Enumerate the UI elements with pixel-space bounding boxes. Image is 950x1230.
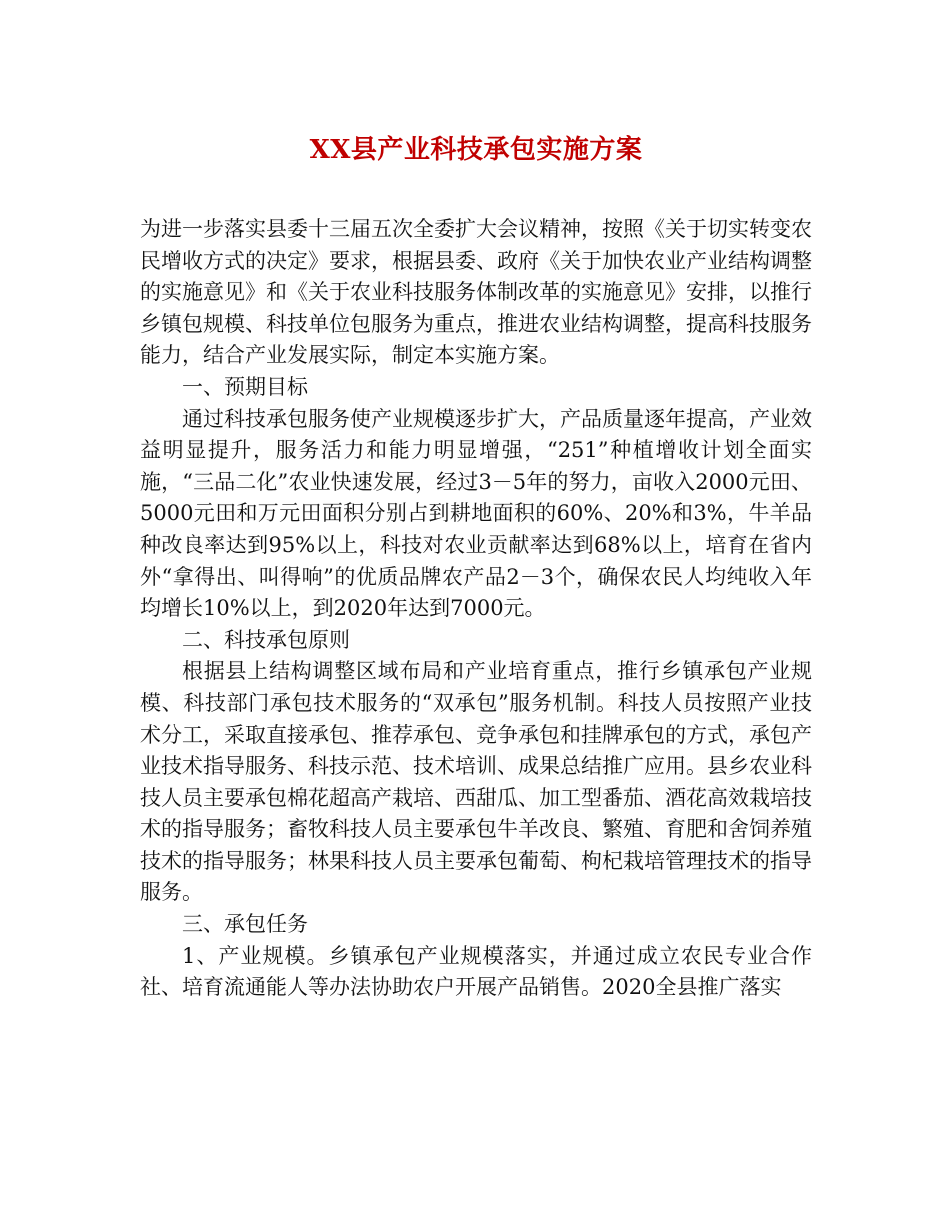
section-body-goals: 通过科技承包服务使产业规模逐步扩大，产品质量逐年提高，产业效益明显提升，服务活力和能力明显增强，“251”种植增收计划全面实施，“三品二化”农业快速发展，经过3－5年的努力，亩收入2000元田、5000元田和万元田面积分别占到耕地面积的60%、20%和3%，牛羊品种改良率达到95%以上，科技对农业贡献率达到68%以上，培育在省内外“拿得出、叫得响”的优质品牌农产品2－3个，确保农民人均纯收入年均增长10%以上，到2020年达到7000元。 <box>140 406 812 621</box>
section-body-tasks: 1、产业规模。乡镇承包产业规模落实，并通过成立农民专业合作社、培育流通能人等办法协助农户开展产品销售。2020全县推广落实 <box>140 943 812 1000</box>
document-title: XX县产业科技承包实施方案 <box>309 135 643 165</box>
document-page <box>140 128 812 1004</box>
section-body-principles: 根据县上结构调整区域布局和产业培育重点，推行乡镇承包产业规模、科技部门承包技术服务的“双承包”服务机制。科技人员按照产业技术分工，采取直接承包、推荐承包、竞争承包和挂牌承包的方式，承包产业技术指导服务、科技示范、技术培训、成果总结推广应用。县乡农业科技人员主要承包棉花超高产栽培、西甜瓜、加工型番茄、酒花高效栽培技术的指导服务；畜牧科技人员主要承包牛羊改良、繁殖、育肥和舍饲养殖技术的指导服务；林果科技人员主要承包葡萄、枸杞栽培管理技术的指导服务。 <box>140 659 812 905</box>
section-heading-goals: 一、预期目标 <box>182 374 308 399</box>
section-heading-tasks: 三、承包任务 <box>182 912 308 937</box>
section-heading-principles: 二、科技承包原则 <box>182 627 350 652</box>
intro-paragraph: 为进一步落实县委十三届五次全委扩大会议精神，按照《关于切实转变农民增收方式的决定》要求，根据县委、政府《关于加快农业产业结构调整的实施意见》和《关于农业科技服务体制改革的实施意见》安排，以推行乡镇包规模、科技单位包服务为重点，推进农业结构调整，提高科技服务能力，结合产业发展实际，制定本实施方案。 <box>140 217 812 368</box>
